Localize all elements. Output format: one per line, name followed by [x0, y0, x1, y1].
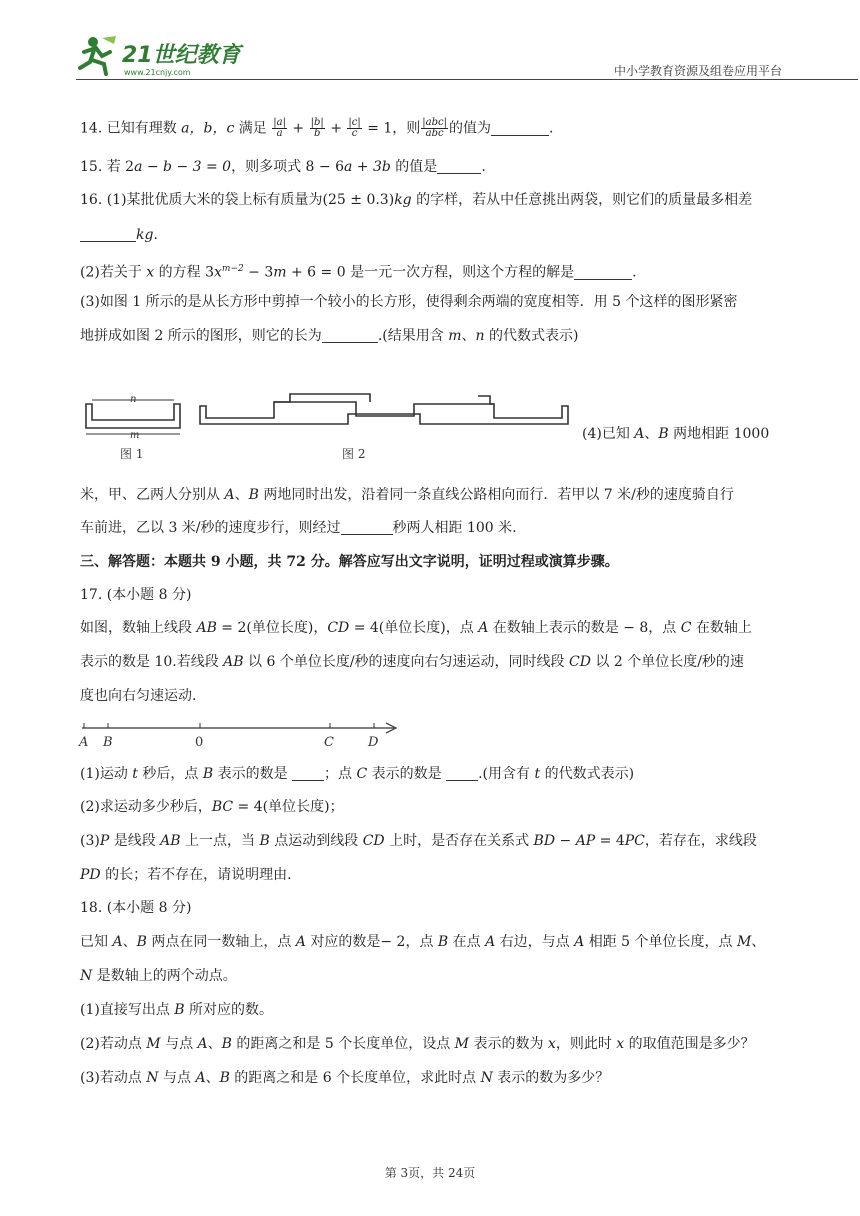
question-16-part1: 16. (1)某批优质大米的袋上标有质量为(25 ± 0.3)kg 的字样，若从中任意挑出两袋，则它们的质量最多相差 — [80, 192, 753, 208]
header-divider — [76, 79, 858, 80]
axis-label-D: D — [368, 735, 379, 750]
question-17-line3: 度也向右匀速运动. — [80, 688, 197, 704]
fig1-caption: 图 1 — [120, 447, 144, 461]
figure-1 — [86, 400, 180, 434]
question-18-sub2: (2)若动点 M 与点 A、B 的距离之和是 5 个长度单位，设点 M 表示的数为 x，则此时 x 的取值范围是多少？ — [80, 1036, 755, 1052]
question-17-sub2: (2)求运动多少秒后，BC = 4(单位长度)； — [80, 799, 344, 815]
question-17-title: 17. (本小题 8 分) — [80, 587, 192, 603]
section-3-heading: 三、解答题：本题共 9 小题，共 72 分。解答应写出文字说明，证明过程或演算步骤。 — [80, 554, 619, 570]
axis-label-B: B — [103, 735, 113, 750]
question-18-sub3: (3)若动点 N 与点 A、B 的距离之和是 6 个长度单位，求此时点 N 表示的数为多少？ — [80, 1070, 610, 1086]
question-16-part4: (4)已知 A、B 两地相距 1000 — [582, 426, 770, 442]
svg-text:www.21cnjy.com: www.21cnjy.com — [124, 68, 191, 77]
question-16-part2: (2)若关于 x 的方程 $3x^{m-2} - 3m + 6 = 0$ 是一元一次方程，则这个方程的解是 . — [80, 264, 637, 281]
question-16-part3: (3)如图 1 所示的是从长方形中剪掉一个较小的长方形，使得剩余两端的宽度相等．用 5 个这样的图形紧密 — [80, 294, 738, 310]
question-17-sub3: (3)P 是线段 AB 上一点，当 B 点运动到线段 CD 上时，是否存在关系式 BD − AP = 4PC，若存在，求线段 — [80, 833, 757, 849]
question-18-line1: 已知 A、B 两点在同一数轴上，点 A 对应的数是− 2，点 B 在点 A 右边，与点 A 相距 5 个单位长度，点 M、 — [80, 934, 766, 950]
question-14: 14. 已知有理数 a，b，c 满足 $\frac{|a|}{a}$ + $\frac{|b|}{b}$ + $\frac{|c|}{c}$ = 1，则 $\frac{\text{|abc|}}{\text{abc}}$ 的值为 . — [80, 117, 554, 139]
figures-1-2 — [80, 392, 580, 464]
axis-label-A: A — [79, 735, 89, 750]
question-16-part3-cont: 地拼成如图 2 所示的图形，则它的长为 .(结果用含 m、n 的代数式表示) — [80, 328, 579, 344]
question-18-line2: N 是数轴上的两个动点。 — [80, 968, 237, 984]
fig2-caption: 图 2 — [342, 447, 366, 461]
number-line — [78, 718, 408, 752]
question-17-sub1: (1)运动 t 秒后，点 B 表示的数是 ；点 C 表示的数是 .(用含有 t 的代数式表示) — [80, 766, 635, 782]
question-17-line2: 表示的数是 10.若线段 AB 以 6 个单位长度/秒的速度向右匀速运动，同时线段 CD 以 2 个单位长度/秒的速 — [80, 654, 744, 670]
axis-label-0: 0 — [195, 735, 204, 750]
figure-2 — [200, 394, 568, 424]
question-16-part1-cont: kg. — [80, 225, 158, 245]
question-16-part4-cont2: 车前进，乙以 3 米/秒的速度步行，则经过 秒两人相距 100 米. — [80, 520, 517, 536]
question-18-title: 18. (本小题 8 分) — [80, 900, 192, 916]
svg-text:21世纪教育: 21世纪教育 — [122, 43, 241, 68]
fig-n-label: n — [130, 394, 137, 405]
question-17-line1: 如图，数轴上线段 AB = 2(单位长度)，CD = 4(单位长度)，点 A 在数轴上表示的数是 − 8，点 C 在数轴上 — [80, 620, 752, 636]
fig-m-label: m — [130, 430, 140, 441]
question-17-sub3-cont: PD 的长；若不存在，请说明理由. — [80, 867, 292, 883]
logo-runner-icon — [76, 34, 246, 78]
question-15: 15. 若 2a − b − 3 = 0，则多项式 8 − 6a + 3b 的值是 . — [80, 159, 486, 175]
page-header — [76, 34, 782, 80]
axis-label-C: C — [324, 735, 334, 750]
question-18-sub1: (1)直接写出点 B 所对应的数。 — [80, 1002, 274, 1018]
platform-name: 中小学教育资源及组卷应用平台 — [613, 64, 782, 78]
page-footer: 第 3页，共 24页 — [384, 1166, 476, 1180]
question-16-part4-cont: 米，甲、乙两人分别从 A、B 两地同时出发，沿着同一条直线公路相向而行．若甲以 7 米/秒的速度骑自行 — [80, 487, 734, 503]
